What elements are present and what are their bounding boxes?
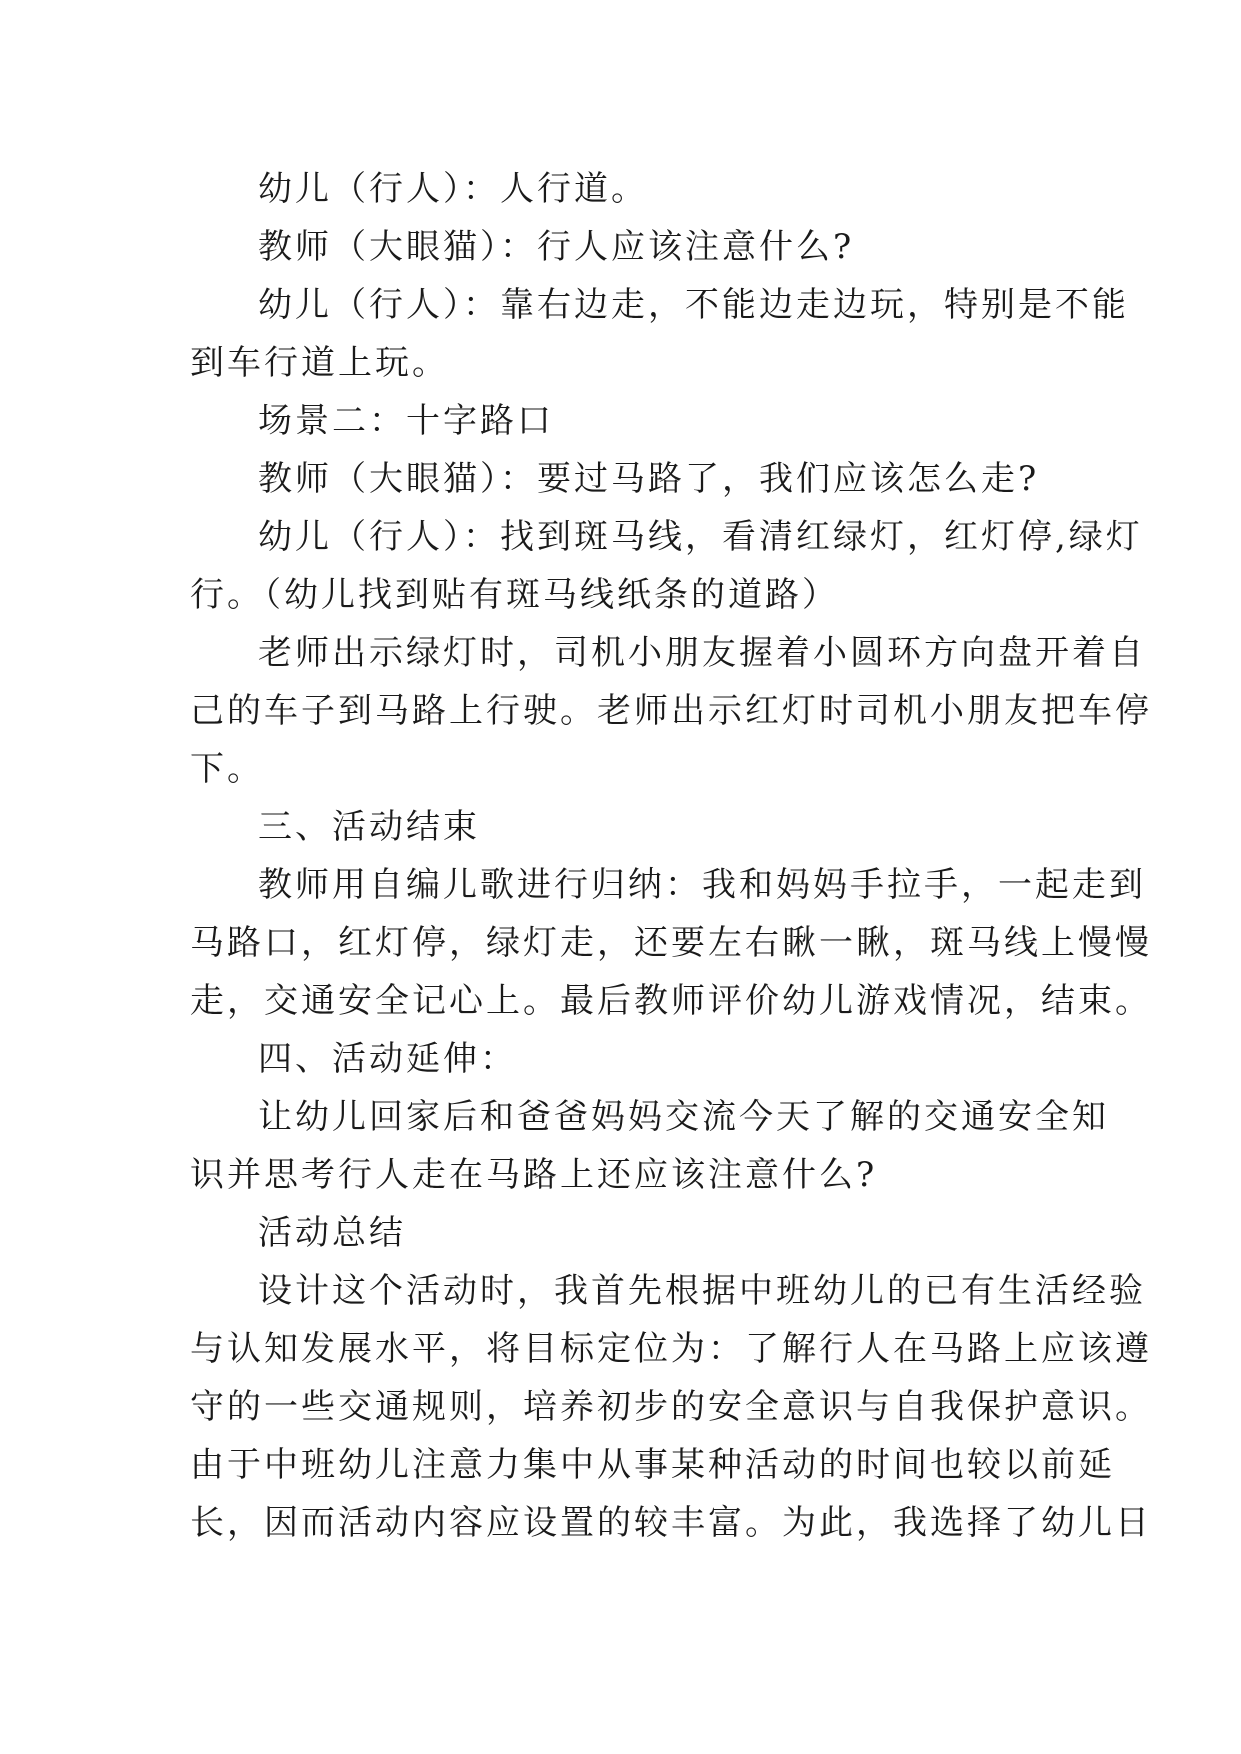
text-line: 教师（大眼猫）：行人应该注意什么? — [258, 227, 855, 267]
section-heading: 活动总结 — [258, 1213, 406, 1253]
section-heading: 场景二：十字路口 — [258, 401, 554, 441]
section-heading: 三、活动结束 — [258, 807, 480, 847]
text-line: 由于中班幼儿注意力集中从事某种活动的时间也较以前延 — [190, 1445, 1115, 1485]
text-line: 设计这个活动时，我首先根据中班幼儿的已有生活经验 — [258, 1271, 1146, 1311]
text-line: 识并思考行人走在马路上还应该注意什么? — [190, 1155, 878, 1195]
text-line: 行。（幼儿找到贴有斑马线纸条的道路） — [190, 575, 839, 615]
text-line: 教师（大眼猫）：要过马路了，我们应该怎么走? — [258, 459, 1040, 499]
text-line: 幼儿（行人）：靠右边走，不能边走边玩，特别是不能 — [258, 285, 1129, 325]
text-line: 己的车子到马路上行驶。老师出示红灯时司机小朋友把车停 — [190, 691, 1152, 731]
text-line: 老师出示绿灯时，司机小朋友握着小圆环方向盘开着自 — [258, 633, 1146, 673]
text-line: 教师用自编儿歌进行归纳：我和妈妈手拉手，一起走到 — [258, 865, 1146, 905]
text-line: 幼儿（行人）：人行道。 — [258, 169, 648, 209]
text-line: 马路口，红灯停，绿灯走，还要左右瞅一瞅，斑马线上慢慢 — [190, 923, 1152, 963]
text-line: 让幼儿回家后和爸爸妈妈交流今天了解的交通安全知 — [258, 1097, 1109, 1137]
section-heading: 四、活动延伸： — [258, 1039, 517, 1079]
text-line: 与认知发展水平，将目标定位为：了解行人在马路上应该遵 — [190, 1329, 1152, 1369]
text-line: 守的一些交通规则，培养初步的安全意识与自我保护意识。 — [190, 1387, 1152, 1427]
text-line: 下。 — [190, 749, 264, 789]
text-line: 长，因而活动内容应设置的较丰富。为此，我选择了幼儿日 — [190, 1503, 1152, 1543]
document-body — [190, 160, 1152, 1552]
text-line: 走，交通安全记心上。最后教师评价幼儿游戏情况，结束。 — [190, 981, 1152, 1021]
text-line: 幼儿（行人）：找到斑马线，看清红绿灯，红灯停,绿灯 — [258, 517, 1143, 557]
text-line: 到车行道上玩。 — [190, 343, 449, 383]
